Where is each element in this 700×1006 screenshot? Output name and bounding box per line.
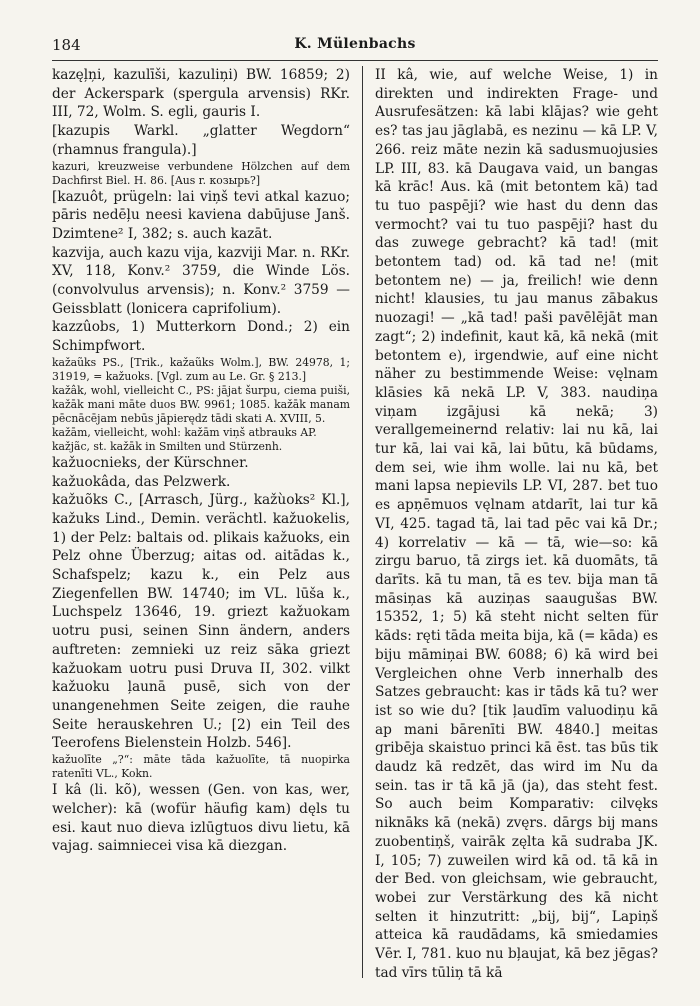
- dictionary-entry: [kazupis Warkl. „glatter Wegdorn“ (rhamnus frangula).]: [52, 123, 350, 158]
- dictionary-entry: kažām, vielleicht, wohl: kažām viņš atbrauks AP.: [52, 425, 317, 439]
- dictionary-entry: II kâ, wie, auf welche Weise, 1) in direkten und indirekten Frage- und Ausrufesätzen: kā labi klājas? wie geht es? tas jau jāglabā, es nezinu — kā LP. V, 266. reiz māte nezin kā sadusmuojusies LP. III, 83. kā Daugava vaid, un bangas kā krāc! Aus. kā (mit betontem kā) tad tu tuo paspēji? wie hast du denn das vermocht? vai tu tuo paspēji? hast du das zuwege gebracht? kā tad! (mit betontem tad) od. kā tad ne! (mit betontem ne) — ja, freilich! wie denn nicht! klausies, tu jau manus zābakus nuozagi! — „kā tad! paši pavēlējāt man zagt“; 2) indefinit, kaut kā, kā nekā (mit betontem e), irgendwie, auf eine nicht näher zu bestimmende Weise: vęlnam klāsies kā nekā LP. V, 383. naudiņa viņam izgājusi kā nekā; 3) verallgemeinernd relativ: lai nu kā, lai tur kā, lai vai kā, lai būtu, kā būdams, dem sei, wie ihm wolle. lai nu kā, bet mani lapsa nepievils LP. VI, 287. bet tuo es apņēmuos vęlnam atdarīt, lai tur kā VI, 425. tagad tā, lai tad pēc vai kā Dr.; 4) korrelativ — kā — tā, wie—so: kā zirgu baruo, tā zirgs iet. kā duomāts, tā darīts. kā tu man, tā es tev. bija man tā māsiņas kā auziņas saaugušas BW. 15352, 1; 5) kā steht nicht selten für kāds: ręti tāda meita bija, kā (= kāda) es biju māmiņai BW. 6088; 6) kā wird bei Vergleichen ohne Verb innerhalb des Satzes gebraucht: kas ir tāds kā tu? wer ist so wie du? [tik ļaudīm valuodiņu kā ap mani bārenīti BW. 4840.] meitas gribēja skaistuo princi kā ēst. tas būs tik daudz kā redzēt, das wird im Nu da sein. tas ir tā kā jā (ja), das steht fest. So auch beim Komparativ: cilvęks niknāks kā (nekā) zvęrs. dārgs bij mans zuobentiņš, vairāk zęlta kā sudraba JK. I, 105; 7) zuweilen wird kā od. tā kā in der Bed. von gleichsam, wie gebraucht, wobei zur Verstärkung des kā nicht selten it hinzutritt: „bij, bij“, Lapiņš atteica kā raudādams, kā smiedamies Vēr. I, 781. kuo nu bļaujat, kā bez jēgas? tad vīrs tūliņ tā kā: [375, 67, 658, 981]
- dictionary-entry: kažuokâda, das Pelzwerk.: [52, 473, 231, 490]
- dictionary-entry: kažuolīte „?“: māte tāda kažuolīte, tā nuopirka ratenīti VL., Kokn.: [52, 753, 350, 781]
- header-rule: [52, 60, 658, 61]
- dictionary-entry: kažuocnieks, der Kürschner.: [52, 454, 249, 471]
- dictionary-entry: kažaũks PS., [Trik., kažaũks Wolm.], BW. 24978, 1; 31919, = kažuoks. [Vgl. zum au Le. Gr. § 213.]: [52, 355, 350, 383]
- page-number: 184: [52, 36, 81, 54]
- dictionary-entry: kazvija, auch kazu vija, kazviji Mar. n. RKr. XV, 118, Konv.² 3759, die Winde Lös. (convolvulus arvensis); n. Konv.² 3759 — Geissblatt (lonicera caprifolium).: [52, 244, 350, 317]
- dictionary-entry: I kâ (li. kõ), wessen (Gen. von kas, wer, welcher): kā (wofür häufig kam) dęls tu esi. kaut nuo dieva izlūgtuos divu lietu, kā vajag. saimniecei visa kā diezgan.: [52, 782, 350, 855]
- dictionary-entry: kazuri, kreuzweise verbundene Hölzchen auf dem Dachfirst Biel. H. 86. [Aus r. козырь?]: [52, 159, 350, 187]
- running-head: K. Mülenbachs: [294, 36, 416, 52]
- column-divider: [362, 66, 363, 978]
- dictionary-entry: kažuõks C., [Arrasch, Jürg., kažùoks² Kl.], kažuks Lind., Demin. verächtl. kažuokelis, 1) der Pelz: baltais od. plikais kažuoks, ein Pelz ohne Überzug; aitas od. aitādas k., Schafspelz; kazu k., ein Pelz aus Ziegenfellen BW. 14740; im VL. lūša k., Luchspelz 13646, 19. griezt kažuokam uotru pusi, seinen Sinn ändern, anders auftreten: zemnieki uz reiz sāka griezt kažuokam uotru pusi Druva II, 302. vilkt kažuoku ļaunā pusē, sich von der unangenehmen Seite zeigen, die rauhe Seite herauskehren U.; [2) ein Teil des Teerofens Bielenstein Holzb. 546].: [52, 492, 350, 752]
- page-header: [52, 36, 658, 60]
- dictionary-entry: [kazuôt, prügeln: lai viņš tevi atkal kazuo; pāris nedēļu neesi kaviena dabūjuse Janš. Dzimtene² I, 382; s. auch kazāt.: [52, 188, 350, 242]
- dictionary-entry: kažâk, wohl, vielleicht C., PS: jājat šurpu, ciema puiši, kažāk mani māte duos BW. 9961; 1085. kažāk manam pēcnācējam nebūs jāpierędz tādi skati A. XVIII, 5.: [52, 383, 350, 425]
- dictionary-entry: kazzûobs, 1) Mutterkorn Dond.; 2) ein Schimpfwort.: [52, 319, 350, 355]
- dictionary-entry: kažjãc, st. kažāk in Smilten und Stürzenh.: [52, 439, 283, 453]
- dictionary-entry: kazęļņi, kazulīši, kazuliņi) BW. 16859; 2) der Ackerspark (spergula arvensis) RKr. III, 72, Wolm. S. egli, gauris I.: [52, 67, 350, 121]
- right-column: [375, 66, 658, 982]
- left-column: [52, 66, 350, 982]
